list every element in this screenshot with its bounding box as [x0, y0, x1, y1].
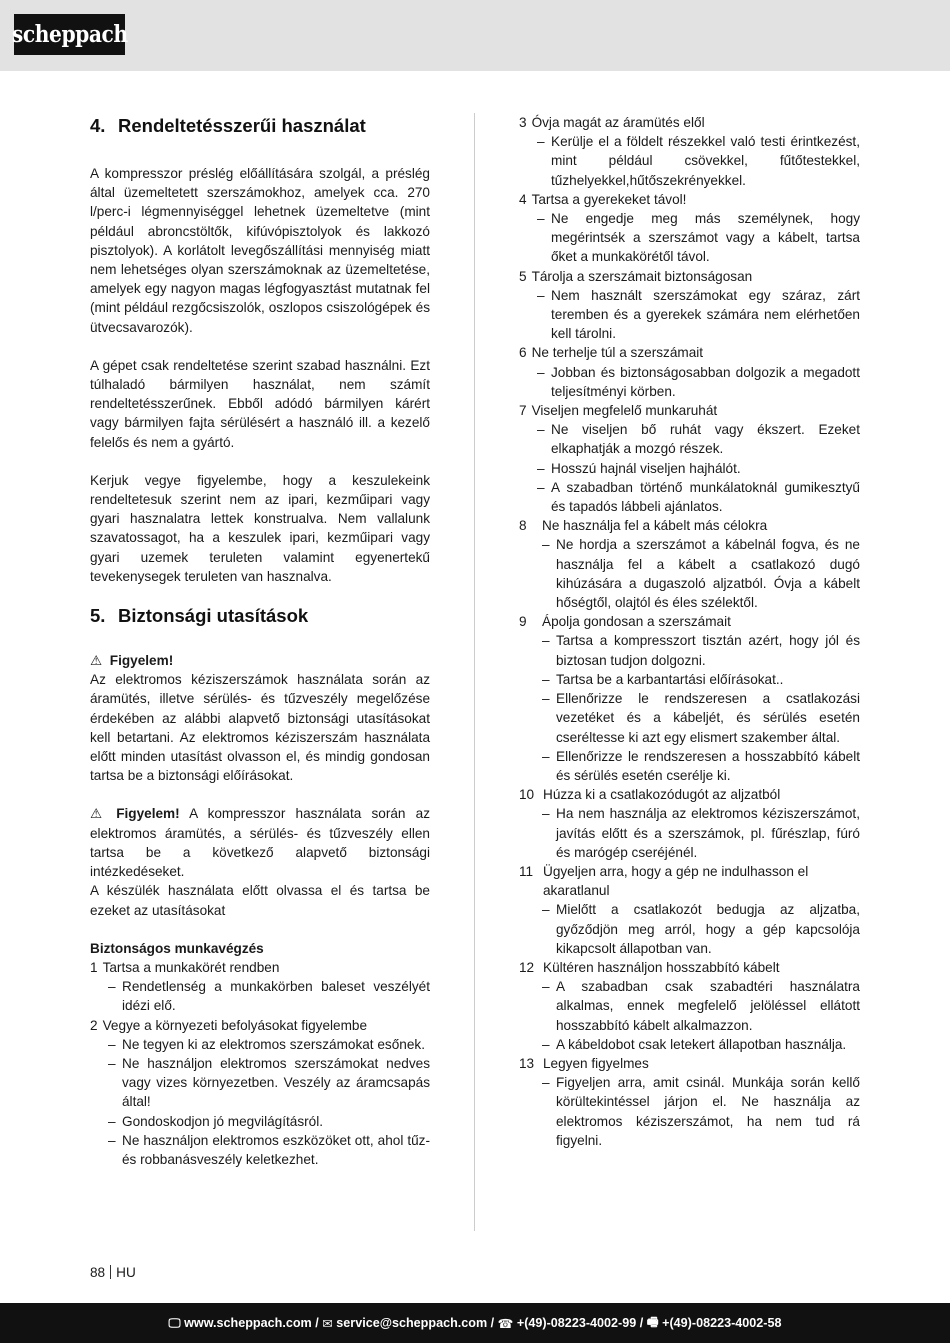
list-subitem [519, 132, 860, 190]
list-subitem-text: Ellenőrizze le rendszeresen a hosszabbító kábelt és sérülés esetén cserélje ki. [556, 748, 860, 783]
list-item [519, 516, 860, 535]
list-item-title: Viseljen megfelelő munkaruhát [531, 403, 718, 419]
section-5-number: 5. [90, 605, 106, 627]
warning-1-text: Az elektromos kéziszerszámok használata során az áramütés, illetve sérülés- és tűzveszély megelőzése érdekében az alábbi alapvető biztonsági utasításokat kell betartani. Az elektromos kéziszerszám használata előtt minden utasítást olvasson el, és mindig gondosan tartsa be a biztonsági előírásokat. [90, 672, 430, 784]
list-subitem-text: Figyeljen arra, amit csinál. Munkája során kellő körültekintéssel járjon el. Ne használja az elektromos kéziszerszámot, ha nem tud rá figyelni. [556, 1075, 860, 1148]
section-4-paragraph-3: Kerjuk vegye figyelembe, hogy a keszulekeink rendeltetesuk szerint nem az ipari, kezműipari vagy gyari hasznalatra lettek konstrualva. Nem vallalunk szavatossagot, ha a keszulek ipari, kezműipari vagy gyari uzemek teruleten valamint egyenertekű tevekenysegek teruleten van hasznalva. [90, 472, 430, 584]
list-subitem-text: Ne hordja a szerszámot a kábelnál fogva, és ne használja fel a kábelt a csatlakozó dugó kihúzására a dugaszoló aljzatból. Óvja a kábelt hőségtől, olajtól és éles szélektől. [556, 537, 860, 611]
list-subitem [519, 804, 860, 862]
list-item-number: 1 [90, 959, 98, 975]
list-subitem [90, 1035, 430, 1054]
brand-logo-text: scheppach [11, 21, 128, 48]
warning-1-label [90, 651, 430, 670]
list-subitem-text: A szabadban csak szabadtéri használatra alkalmas, ennek megfelelő jelöléssel ellátott hosszabbító kábelt alkalmazzon. [556, 979, 860, 1033]
warning-2-text-2: A készülék használata előtt olvassa el és tartsa be ezeket az utasításokat [90, 883, 430, 918]
list-subitem [519, 631, 860, 669]
list-subitem [519, 535, 860, 612]
dash-mark: – [108, 1055, 116, 1071]
list-subitem-text: Ne viseljen bő ruhát vagy ékszert. Ezeket elkaphatják a mozgó részek. [551, 422, 860, 457]
warning-2-body: A kompresszor használata során az elektromos áramütés, a sérülés- és tűzveszély ellen tartsa be a következő alapvető biztonsági intézkedéseket. [90, 806, 431, 880]
warning-1-label-text: Figyelem! [109, 653, 174, 669]
list-item-title: Húzza ki a csatlakozódugót az aljzatból [543, 787, 781, 803]
list-item-title: Tartsa a gyerekeket távol! [531, 191, 687, 207]
section-4-paragraph-2: A gépet csak rendeltetése szerint szabad használni. Ezt túlhaladó bármilyen használat, nem számít rendeltetésszerűnek. Ebből adódó bármilyen kárért vagy bármilyen fajta sérülésért a használó ill. a kezelő felelős és nem a gyártó. [90, 357, 430, 450]
list-item [519, 343, 860, 362]
monitor-icon: 🖵 [168, 1315, 181, 1330]
list-item-number: 7 [519, 403, 527, 419]
list-item-title: Óvja magát az áramütés elől [531, 115, 705, 130]
dash-mark: – [542, 537, 550, 553]
list-item-number: 6 [519, 345, 527, 361]
section-4-number: 4. [90, 115, 106, 136]
list-subitem-text: Ne használjon elektromos szerszámokat nedves vagy vizes környezetben. Veszély az áramcsapás által! [122, 1055, 430, 1110]
phone-icon: ☎ [497, 1316, 514, 1331]
section-4-title: Rendeltetésszerűi használat [118, 115, 366, 136]
list-subitem-text: Ha nem használja az elektromos kéziszerszámot, javítás előtt és a szerszámok, pl. fűrészlap, fúró és marógép cseréjénél. [556, 806, 860, 860]
fax-icon: 🖷 [646, 1314, 659, 1329]
section-5-heading [90, 603, 430, 629]
page-language: HU [116, 1265, 136, 1280]
dash-mark: – [108, 1132, 116, 1148]
section-4-paragraph-1: A kompresszor préslég előállítására szolgál, a préslég által üzemeltetett szerszámokhoz, amelyek cca. 270 l/perc-i légmennyiséggel lehetnek üzemeltetve (mint például abroncstöltők, kifúvópisztolyok és lakkozó pisztolyok). A korlátolt levegőszállítási mennyiség miatt nem lehetséges olyan szerszámoknak az üzemeltetése, amelyek egy nagyon magas légfogyasztást mutatnak fel (mint például rezgőcsiszolók, oszlopos csiszológépek és ütvecsavarozók). [90, 166, 430, 335]
list-subitem [519, 1035, 860, 1054]
list-item-number: 2 [90, 1017, 98, 1033]
list-item-title: Ne terhelje túl a szerszámait [531, 345, 704, 361]
footer-phone: +(49)-08223-4002-99 / [513, 1316, 647, 1330]
page-number-value: 88 [90, 1265, 106, 1280]
list-subitem-text: Nem használt szerszámokat egy száraz, zárt teremben és a gyerekek számára nem elérhetően kell tárolni. [551, 287, 860, 342]
column-divider [474, 113, 475, 1231]
list-subitem-text: Ne tegyen ki az elektromos szerszámokat esőnek. [122, 1036, 425, 1052]
footer-bar [0, 1303, 950, 1343]
list-item-title: Ápolja gondosan a szerszámait [542, 614, 731, 630]
list-subitem-text: Ellenőrizze le rendszeresen a csatlakozási vezetéket és a kábeljét, és sérülés esetén cseréltesse ki azt egy elismert szakember által. [556, 691, 860, 745]
dash-mark: – [537, 134, 545, 150]
list-item-number: 4 [519, 191, 527, 207]
list-item [519, 113, 860, 132]
dash-mark: – [537, 422, 545, 438]
list-item [519, 612, 860, 631]
list-subitem-text: A szabadban történő munkálatoknál gumikesztyű és tapadós lábbeli ajánlatos. [551, 479, 860, 515]
list-item-title: Legyen figyelmes [543, 1055, 649, 1071]
footer-fax: +(49)-08223-4002-58 [658, 1316, 782, 1330]
list-subitem-text: Hosszú hajnál viseljen hajhálót. [551, 460, 741, 476]
mail-icon: ✉ [322, 1316, 333, 1331]
list-item [90, 1016, 430, 1035]
list-item-number: 3 [519, 115, 527, 130]
list-item [519, 401, 860, 420]
list-item [519, 267, 860, 286]
left-column [90, 113, 430, 1169]
list-item [90, 958, 430, 977]
list-item-title: Kültéren használjon hosszabbító kábelt [543, 959, 780, 975]
list-subitem [90, 1054, 430, 1112]
list-item-number: 10 [519, 787, 535, 803]
list-item-number: 5 [519, 268, 527, 284]
list-subitem [519, 286, 860, 344]
list-item-number: 13 [519, 1055, 535, 1071]
safe-work-title: Biztonságos munkavégzés [90, 940, 264, 956]
dash-mark: – [542, 633, 550, 649]
header-bar [0, 0, 950, 71]
list-subitem [519, 1073, 860, 1150]
dash-mark: – [542, 671, 550, 687]
list-subitem [519, 478, 860, 516]
list-item [519, 862, 860, 900]
list-item-number: 9 [519, 614, 527, 630]
list-item-title: Ne használja fel a kábelt más célokra [542, 518, 768, 534]
list-subitem-text: Kerülje el a földelt részekkel való testi érintkezést, mint például csövekkel, fűtőtestekkel, tűzhelyekkel,hűtőszekrényekkel. [551, 134, 860, 188]
list-item-number: 12 [519, 959, 535, 975]
list-subitem-text: Gondoskodjon jó megvilágításról. [122, 1113, 323, 1129]
dash-mark: – [542, 806, 550, 822]
dash-mark: – [537, 364, 545, 380]
list-subitem-text: Rendetlenség a munkakörben baleset veszélyét idézi elő. [122, 979, 430, 1014]
dash-mark: – [542, 691, 550, 707]
dash-mark: – [542, 1036, 550, 1052]
list-subitem [519, 747, 860, 785]
list-subitem-text: Mielőtt a csatlakozót bedugja az aljzatba, győződjön meg arról, hogy a gép kapcsolója kikapcsolt állapotban van. [556, 902, 860, 956]
section-5-title: Biztonsági utasítások [118, 605, 309, 627]
list-subitem-text: A kábeldobot csak letekert állapotban használja. [556, 1036, 847, 1052]
section-4-heading [90, 113, 430, 139]
list-item-title: Tárolja a szerszámait biztonságosan [531, 268, 753, 284]
dash-mark: – [537, 287, 545, 303]
warning-2-text [90, 804, 430, 881]
list-subitem [519, 363, 860, 401]
list-subitem-text: Tartsa a kompresszort tisztán azért, hogy jól és biztosan tudjon dolgozni. [556, 633, 860, 668]
list-subitem [519, 459, 860, 478]
page-number [90, 1264, 136, 1282]
dash-mark: – [537, 460, 545, 476]
dash-mark: – [542, 902, 550, 918]
list-item [519, 190, 860, 209]
list-item-title: Tartsa a munkakörét rendben [102, 959, 280, 975]
list-subitem-text: Tartsa be a karbantartási előírásokat.. [556, 671, 784, 687]
list-subitem-text: Jobban és biztonságosabban dolgozik a megadott teljesítményi körben. [551, 364, 860, 399]
list-item [519, 785, 860, 804]
list-subitem [90, 977, 430, 1015]
list-subitem-text: Ne használjon elektromos eszközöket ott, ahol tűz- és robbanásveszély keletkezhet. [122, 1132, 430, 1167]
dash-mark: – [537, 479, 545, 495]
list-subitem [519, 670, 860, 689]
list-item [519, 958, 860, 977]
dash-mark: – [108, 1036, 116, 1052]
dash-mark: – [542, 748, 550, 764]
list-subitem [519, 420, 860, 458]
list-item-number: 8 [519, 518, 527, 534]
list-subitem-text: Ne engedje meg más személynek, hogy megérintsék a szerszámot vagy a kábelt, tartsa őket a munkakörétől távol. [551, 211, 860, 265]
brand-logo [11, 14, 128, 55]
warning-triangle-icon: ⚠ [90, 806, 103, 822]
list-item-title: Vegye a környezeti befolyásokat figyelembe [102, 1017, 368, 1033]
dash-mark: – [542, 1075, 550, 1091]
dash-mark: – [108, 1113, 116, 1129]
warning-2-label: Figyelem! [116, 806, 180, 822]
warning-triangle-icon: ⚠ [90, 653, 103, 669]
dash-mark: – [542, 979, 550, 995]
list-item [519, 1054, 860, 1073]
list-subitem [519, 977, 860, 1035]
list-subitem [90, 1112, 430, 1131]
dash-mark: – [537, 211, 545, 227]
list-item-title: Ügyeljen arra, hogy a gép ne indulhasson el akaratlanul [543, 863, 809, 899]
list-subitem [519, 900, 860, 958]
right-column [519, 113, 860, 1150]
list-subitem [519, 209, 860, 267]
list-subitem [519, 689, 860, 747]
footer-website: www.scheppach.com / [180, 1316, 323, 1330]
page-number-separator [110, 1265, 111, 1279]
list-subitem [90, 1131, 430, 1169]
footer-email: service@scheppach.com / [332, 1316, 498, 1330]
dash-mark: – [108, 979, 116, 995]
list-item-number: 11 [519, 863, 534, 879]
